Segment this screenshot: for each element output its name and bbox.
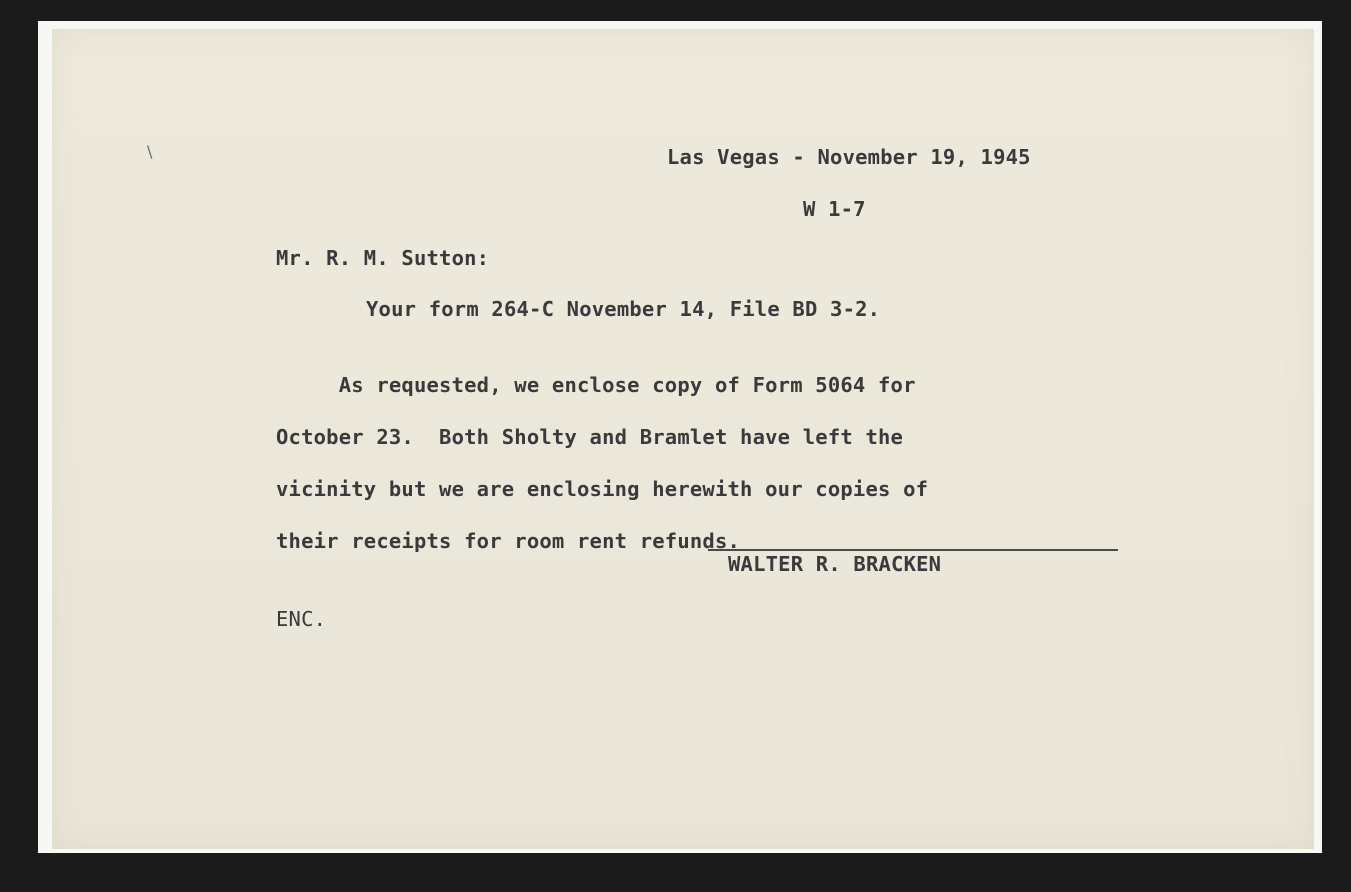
dateline: Las Vegas - November 19, 1945 — [667, 145, 1031, 169]
subject-line: Your form 264-C November 14, File BD 3-2. — [366, 297, 881, 321]
body-line: vicinity but we are enclosing herewith our copies of — [276, 477, 929, 501]
salutation: Mr. R. M. Sutton: — [276, 246, 490, 270]
paper-mark: \ — [147, 142, 153, 161]
body-paragraph — [276, 346, 928, 580]
file-reference: W 1-7 — [803, 197, 866, 221]
body-line: their receipts for room rent refunds. — [276, 529, 741, 553]
enclosure-note: ENC. — [276, 607, 327, 631]
signature-name: WALTER R. BRACKEN — [728, 552, 942, 576]
body-line: October 23. Both Sholty and Bramlet have left the — [276, 425, 904, 449]
body-line: As requested, we enclose copy of Form 5064 for — [276, 373, 916, 397]
